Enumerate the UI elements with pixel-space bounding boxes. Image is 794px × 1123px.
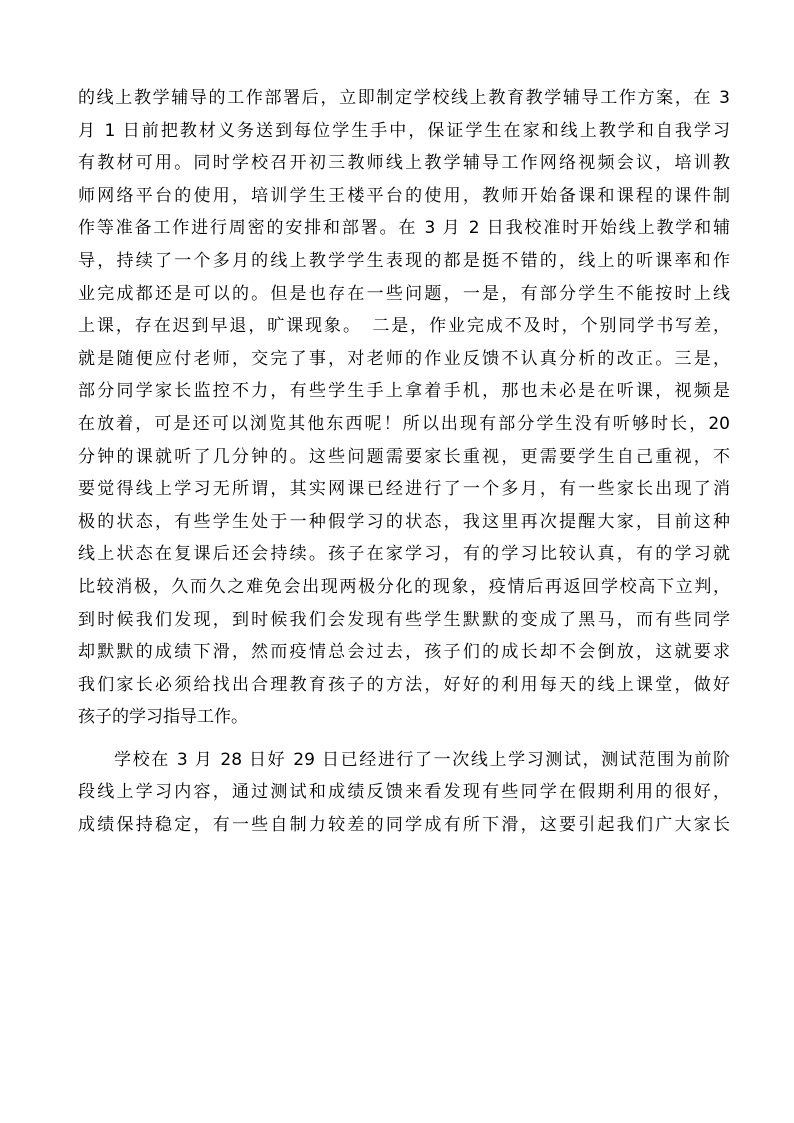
text-line: 作等准备工作进行周密的安排和部署。在 3 月 2 日我校准时开始线上教学和辅 xyxy=(78,218,730,239)
text-line: 到时候我们发现，到时候我们会发现有些学生默默的变成了黑马，而有些同学 xyxy=(78,609,730,630)
text-line: 分钟的课就听了几分钟的。这些问题需要家长重视，更需要学生自己重视，不 xyxy=(78,446,730,467)
text-line: 部分同学家长监控不力，有些学生手上拿着手机，那也未必是在听课，视频是 xyxy=(78,381,730,402)
text-line: 业完成都还是可以的。但是也存在一些问题，一是，有部分学生不能按时上线 xyxy=(78,283,730,304)
text-line: 却默默的成绩下滑，然而疫情总会过去，孩子们的成长却不会倒放，这就要求 xyxy=(78,642,730,663)
text-line: 上课，存在迟到早退，旷课现象。 二是，作业完成不及时，个别同学书写差， xyxy=(78,316,730,337)
text-line: 孩子的学习指导工作。 xyxy=(78,707,248,728)
paragraph-1 xyxy=(78,82,730,734)
text-line: 在放着，可是还可以浏览其他东西呢！所以出现有部分学生没有听够时长，20 xyxy=(78,413,730,434)
paragraph-spacer xyxy=(78,734,730,744)
text-line: 有教材可用。同时学校召开初三教师线上教学辅导工作网络视频会议，培训教 xyxy=(78,153,730,174)
text-line: 学校在 3 月 28 日好 29 日已经进行了一次线上学习测试，测试范围为前阶 xyxy=(114,749,730,770)
text-line: 比较消极，久而久之难免会出现两极分化的现象，疫情后再返回学校高下立判， xyxy=(78,576,730,597)
text-line: 我们家长必须给找出合理教育孩子的方法，好好的利用每天的线上课堂，做好 xyxy=(78,674,730,695)
paragraph-2 xyxy=(78,744,730,842)
document-body xyxy=(78,82,730,842)
text-line: 的线上教学辅导的工作部署后，立即制定学校线上教育教学辅导工作方案，在 3 xyxy=(78,88,730,108)
text-line: 段线上学习内容，通过测试和成绩反馈来看发现有些同学在假期利用的很好， xyxy=(78,782,730,803)
text-line: 要觉得线上学习无所谓，其实网课已经进行了一个多月，有一些家长出现了消 xyxy=(78,479,730,500)
text-line: 成绩保持稳定，有一些自制力较差的同学成有所下滑，这要引起我们广大家长 xyxy=(78,815,730,836)
text-line: 师网络平台的使用，培训学生王楼平台的使用，教师开始备课和课程的课件制 xyxy=(78,185,730,206)
text-line: 月 1 日前把教材义务送到每位学生手中，保证学生在家和线上教学和自我学习 xyxy=(78,120,730,141)
text-line: 就是随便应付老师，交完了事，对老师的作业反馈不认真分析的改正。三是， xyxy=(78,348,730,369)
text-line: 极的状态，有些学生处于一种假学习的状态，我这里再次提醒大家，目前这种 xyxy=(78,511,730,532)
text-line: 线上状态在复课后还会持续。孩子在家学习，有的学习比较认真，有的学习就 xyxy=(78,544,730,565)
text-line: 导，持续了一个多月的线上教学学生表现的都是挺不错的，线上的听课率和作 xyxy=(78,250,730,271)
